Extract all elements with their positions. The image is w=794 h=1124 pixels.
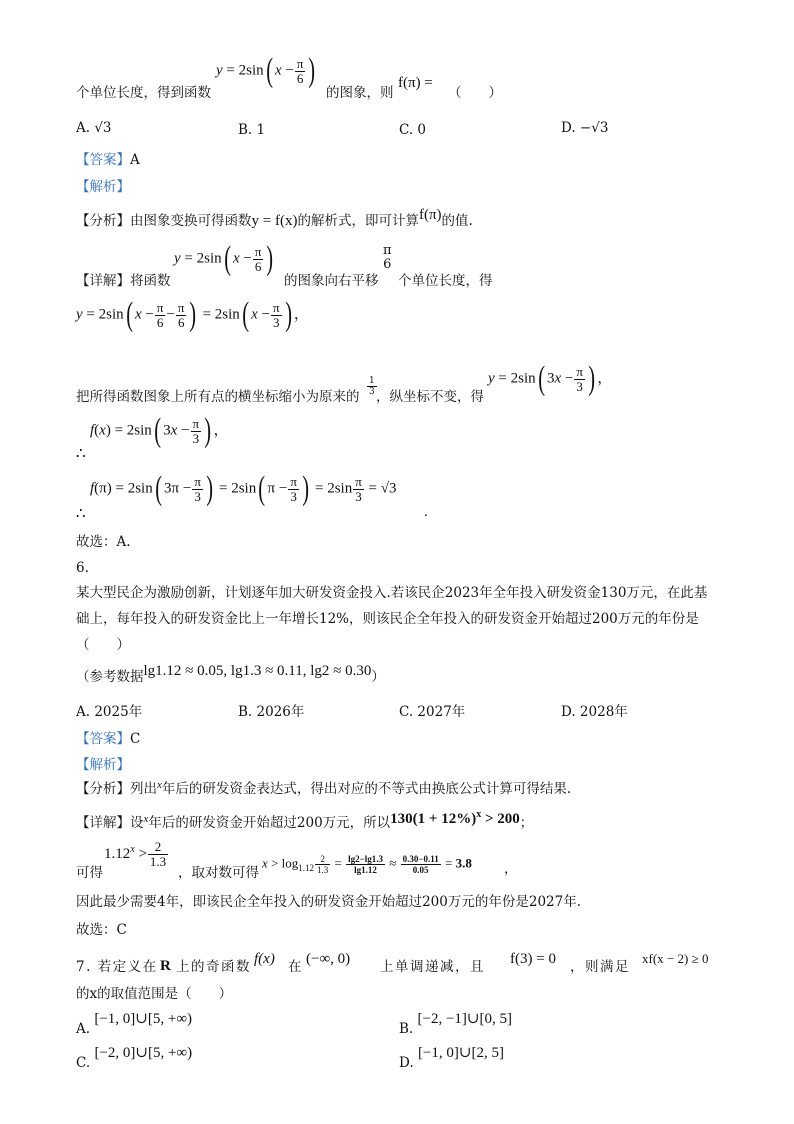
q6-option-b: B. 2026年 (238, 704, 305, 720)
q7-stem-ineq: xf(x − 2) ≥ 0 (642, 951, 709, 966)
q5-line1-text-b: 的图象，则 (326, 85, 394, 101)
ref-text: ） (371, 669, 385, 685)
q5-option-a: A. √3 (76, 120, 112, 136)
xiangjie-math: $130(1 + 12\%)^x > 200$ (390, 809, 520, 827)
xiangjie-frac: π 6 (383, 243, 392, 272)
q5-xiangjie (76, 240, 736, 294)
therefore-symbol: ∴ (76, 446, 86, 462)
q5-step2 (76, 360, 736, 410)
q5-line1-text-a: 个单位长度，得到函数 (76, 85, 211, 101)
q7-stem-line2: 的x的取值范围是（ ） (76, 986, 233, 1002)
q6-derivation (76, 840, 736, 886)
derivation-math2: $x > \log_{1.12}$ $\frac{2}{1.3}$ = $\frac{\lg 2-\lg 1.3}{\lg 1.12}$ ≈ $\frac{0.30-0.11}{0.05}$ = 3.8 (262, 854, 472, 875)
q7-stem-text: ，则满足 (570, 959, 630, 975)
fenxi-label: 【分析】 (76, 781, 130, 797)
q7-option-a: A. [−1, 0]∪[5, +∞) (76, 1011, 193, 1037)
fenxi-math2: f(π) (418, 207, 442, 223)
step2-text-b: ，纵坐标不变，得 (376, 389, 484, 405)
xiangjie-label: 【详解】将函数 (76, 273, 171, 289)
ref-text: （参考数据 (76, 669, 144, 685)
q7-stem-text: 上单调递减，且 (380, 959, 485, 975)
xiangjie-text-b: 的图象向右平移 (284, 273, 379, 289)
eq1-tail: ， (293, 306, 309, 323)
eq3-tail: . (424, 504, 428, 520)
q5-choose: 故选：A. (76, 534, 131, 550)
derivation-math: $1.12^x$ > $\frac{2}{1.3}$ (104, 839, 167, 869)
q5-paren: （ ） (448, 85, 502, 101)
q6-xiangjie: 【详解】设$^x$年后的研发资金开始超过200万元，所以$130(1 + 12\%)^x > 200$； (76, 809, 534, 831)
q5-option-d: D. −√3 (561, 120, 609, 136)
q6-number: 6. (76, 560, 89, 576)
q5-analysis-label: 【解析】 (76, 179, 130, 195)
q7-stem-f3: f(3) = 0 (510, 951, 556, 967)
answer-value: C (130, 731, 141, 747)
q5-option-c: C. 0 (399, 122, 427, 138)
xiangjie-math: y = 2sin( x − $\frac{\pi}{6}$ ) (174, 240, 274, 277)
q7-option-b: B. [−2, −1]∪[0, 5] (399, 1011, 512, 1037)
therefore-symbol: ∴ (76, 506, 86, 522)
q5-answer (76, 148, 140, 168)
q5-line1-math2: f(π) = (398, 75, 433, 91)
q7-stem-text: 7. 若定义在 (76, 959, 158, 975)
q7-stem-fx: f(x) (254, 951, 275, 967)
fenxi-math: y = f(x) (251, 213, 298, 229)
derivation-text-a: 可得 (76, 865, 103, 881)
q7-option-d: D. [−1, 0]∪[2, 5] (399, 1045, 504, 1071)
q6-reference (76, 663, 385, 686)
answer-label: 【答案】 (76, 152, 130, 168)
q6-analysis-label: 【解析】 (76, 757, 130, 773)
q6-option-c: C. 2027年 (399, 704, 466, 720)
derivation-text-b: ，取对数可得 (178, 865, 259, 881)
q7-stem-R: R (160, 958, 171, 974)
q6-option-a: A. 2025年 (76, 704, 143, 720)
fenxi-text: 由图象变换可得函数 (130, 213, 252, 229)
q7-stem-text: 在 (288, 959, 302, 975)
fenxi-label: 【分析】 (76, 213, 130, 229)
q5-fenxi (76, 207, 473, 230)
fenxi-text: 的解析式，即可计算 (297, 213, 419, 229)
answer-value: A (130, 152, 140, 168)
q5-eq1: y = 2sin( x − $\frac{\pi}{6}$ − $\frac{\pi}{6}$ ) = 2sin( x − $\frac{\pi}{3}$ ) ， (76, 296, 309, 333)
q7-stem-line1 (76, 950, 736, 978)
q7-stem-text: 上的奇函数 (176, 959, 251, 975)
q6-answer (76, 727, 140, 747)
q6-fenxi: 【分析】列出$^x$年后的研发资金表达式，得出对应的不等式由换底公式计算可得结果. (76, 779, 572, 797)
step2-frac: $\frac{1}{3}$ (369, 376, 375, 397)
step2-text: 把所得函数图象上所有点的横坐标缩小为原来的 (76, 389, 360, 405)
q7-option-c: C. [−2, 0]∪[5, +∞) (76, 1045, 193, 1071)
q6-conclusion: 因此最少需要4年，即该民企全年投入的研发资金开始超过200万元的年份是2027年. (76, 894, 582, 910)
fenxi-text: 的值. (441, 213, 473, 229)
q6-choose: 故选：C (76, 922, 127, 938)
answer-label: 【答案】 (76, 731, 130, 747)
derivation-tail: ， (504, 861, 518, 877)
q7-stem-interval: (−∞, 0) (306, 951, 351, 967)
ref-math: lg1.12 ≈ 0.05, lg1.3 ≈ 0.11, lg2 ≈ 0.30 (143, 663, 372, 679)
xiangjie-label: 【详解】 (76, 815, 130, 831)
q5-option-b: B. 1 (238, 122, 266, 138)
q5-line1-math: y = 2sin( x − $\frac{\pi}{6}$ ) (216, 52, 316, 89)
q5-line1 (76, 52, 736, 106)
q6-stem: 某大型民企为激励创新，计划逐年加大研发资金投入.若该民企2023年全年投入研发资金130万元，在此基础上，每年投入的研发资金比上一年增长12%，则该民企全年投入的研发资金开始超过200万元的年份是（ ） (76, 585, 708, 653)
step2-math: y = 2sin( 3x − $\frac{\pi}{3}$ ) ， (488, 360, 613, 397)
xiangjie-text-c: 个单位长度，得 (398, 273, 493, 289)
q6-option-d: D. 2028年 (561, 704, 628, 720)
